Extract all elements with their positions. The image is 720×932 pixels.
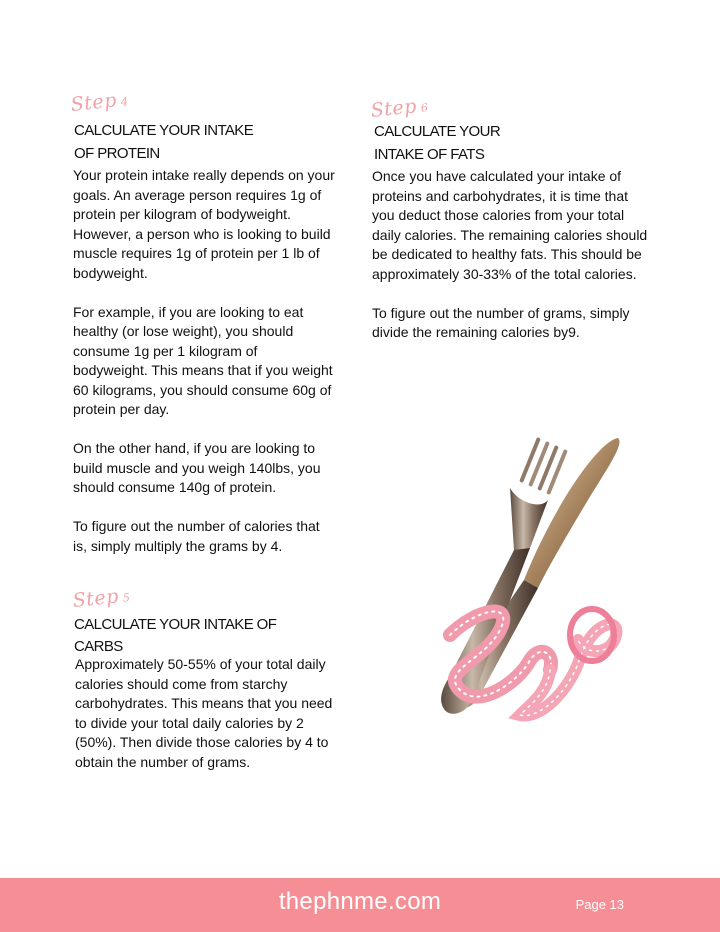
step-6-script [370, 94, 430, 122]
step-5-script-word: Step [71, 585, 120, 612]
step-4-number: 4 [120, 95, 130, 109]
page-number: Page 13 [575, 897, 624, 912]
step-4-paragraph: On the other hand, if you are looking to build muscle and you weigh 140lbs, you should consume 140g of protein. [73, 440, 321, 495]
step-6-heading-line1: CALCULATE YOUR [374, 123, 501, 140]
footer-site-name[interactable]: thephnme.com [278, 888, 442, 915]
step-6-paragraph: To figure out the number of grams, simply divide the remaining calories by9. [372, 304, 630, 340]
step-4-paragraph: To figure out the number of calories that is, simply multiply the grams by 4. [73, 518, 320, 554]
step-5-number: 5 [122, 591, 132, 605]
footer-bar [0, 878, 720, 932]
step-6-number: 6 [420, 101, 430, 115]
step-4-heading-line1: CALCULATE YOUR INTAKE [74, 122, 254, 139]
step-4-script [70, 88, 130, 116]
measuring-tape-shape [450, 609, 616, 716]
step-5-heading-line2: CARBS [74, 638, 123, 655]
step-6-script-word: Step [369, 95, 418, 122]
step-4-script-word: Step [69, 89, 118, 116]
step-5-script [72, 584, 132, 612]
fork-knife-measuring-tape-icon [380, 430, 630, 750]
step-4-heading-line2: OF PROTEIN [74, 145, 160, 162]
step-5-heading-line1: CALCULATE YOUR INTAKE OF [74, 616, 277, 633]
step-4-paragraph: For example, if you are looking to eat healthy (or lose weight), you should consume 1g per 1 kilogram of bodyweight. This means that if you weight 60 kilograms, you should consume 60g of protein per day. [73, 303, 333, 417]
step-5-body [75, 655, 337, 772]
step-4-body [73, 166, 335, 556]
step-6-heading-line2: INTAKE OF FATS [374, 146, 485, 163]
step-6-body [372, 167, 650, 343]
step-5-paragraph: Approximately 50-55% of your total daily calories should come from starchy carbohydrates. This means that you need to divide your total daily calories by 2 (50%). Then divide those calories by 4 to obtain the number of grams. [75, 656, 333, 770]
step-4-paragraph: Your protein intake really depends on your goals. An average person requires 1g of protein per kilogram of bodyweight. However, a person who is looking to build muscle requires 1g of protein per 1 lb of bodyweight. [73, 167, 335, 281]
step-6-paragraph: Once you have calculated your intake of proteins and carbohydrates, it is time that you deduct those calories from your total daily calories. The remaining calories should be dedicated to healthy fats. This should be approximately 30-33% of the total calories. [372, 168, 648, 282]
